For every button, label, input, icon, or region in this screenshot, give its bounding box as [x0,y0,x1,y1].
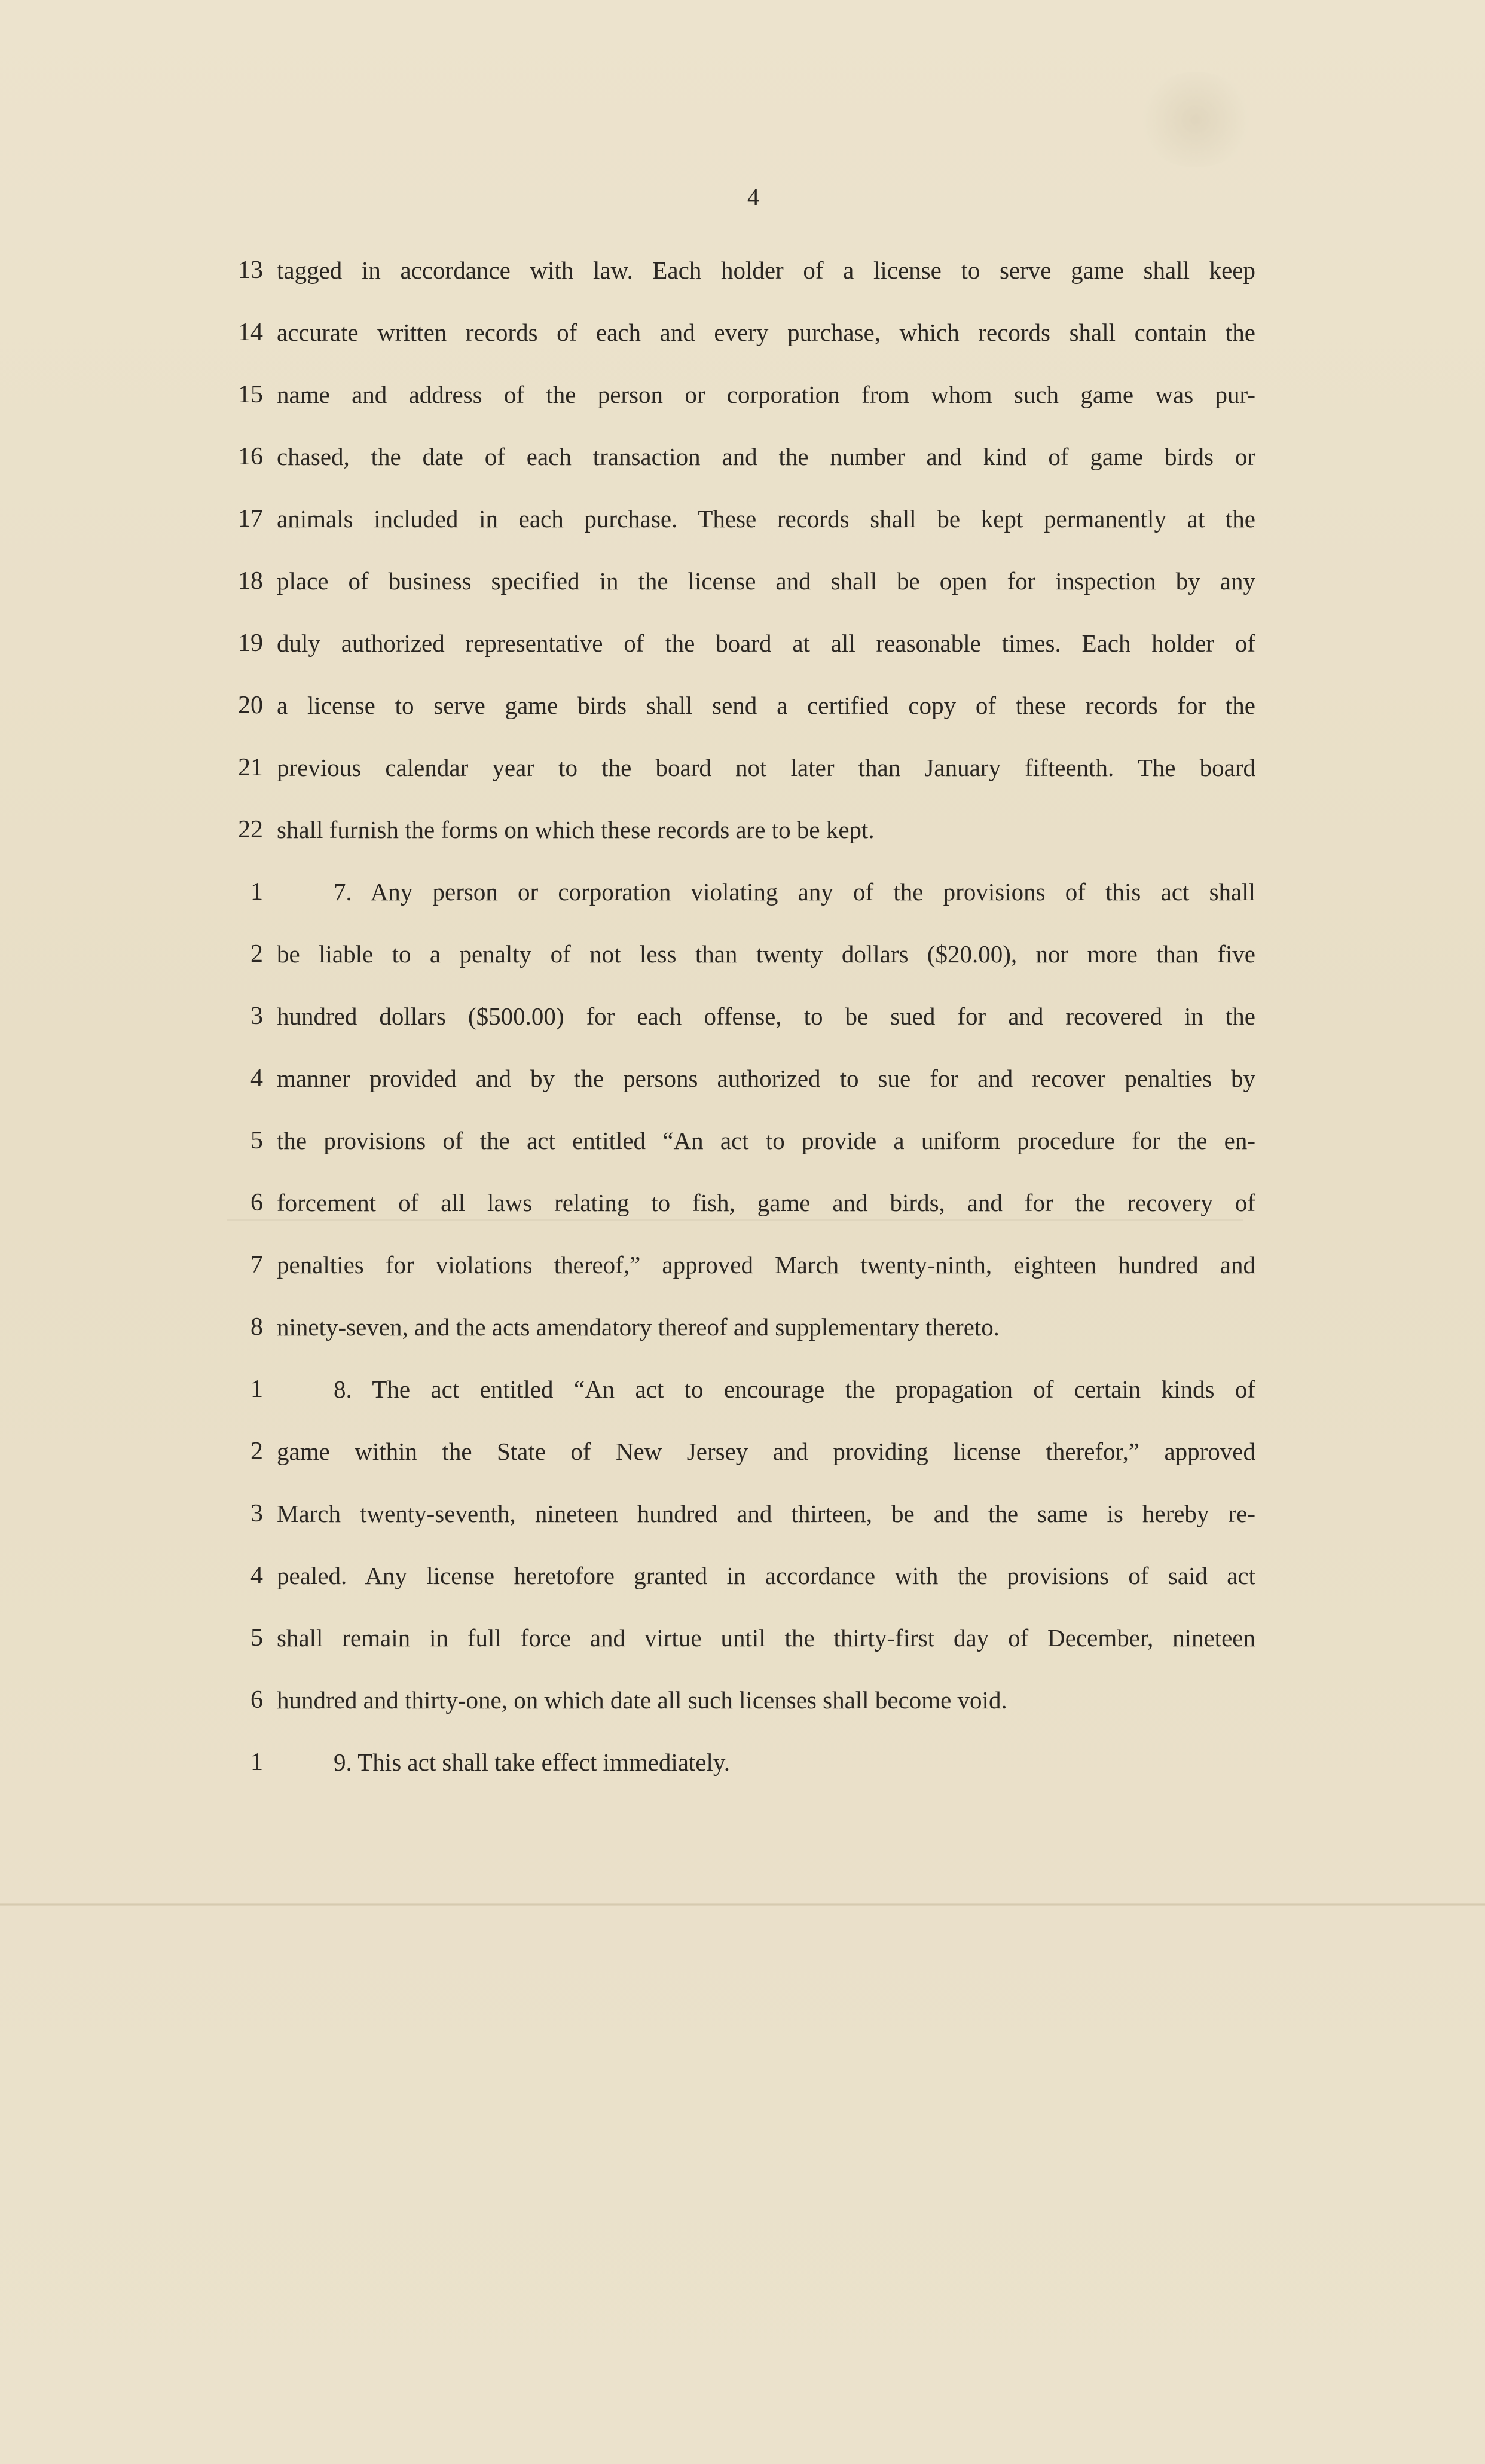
text-line [221,301,1255,363]
text-line [221,1482,1255,1545]
text-line [221,1296,1255,1358]
line-number: 1 [250,1748,263,1776]
line-number: 18 [238,567,263,595]
text-line [221,550,1255,612]
line-text: game within the State of New Jersey and providing license therefor,” approved [277,1438,1255,1465]
line-text: 7. Any person or corporation violating any of the provisions of this act shall [334,878,1255,906]
text-line [221,1545,1255,1607]
text-line [221,1109,1255,1172]
text-line [221,985,1255,1047]
line-text: be liable to a penalty of not less than twenty dollars ($20.00), nor more than five [277,940,1255,968]
line-number: 3 [250,1500,263,1527]
section-8-first-line [221,1358,1255,1420]
line-number: 3 [250,1002,263,1030]
line-text: manner provided and by the persons authorized to sue for and recover penalties by [277,1065,1255,1092]
text-line [221,1420,1255,1482]
section-9-first-line [221,1731,1255,1793]
page-number: 4 [747,184,759,210]
line-text: place of business specified in the license and shall be open for inspection by any [277,567,1255,595]
text-line [221,799,1255,861]
line-text: shall furnish the forms on which these records are to be kept. [277,816,875,843]
paper-smudge [1136,72,1255,167]
line-text: penalties for violations thereof,” approved March twenty-ninth, eighteen hundred and [277,1251,1255,1279]
text-line [221,674,1255,736]
line-number: 5 [250,1624,263,1652]
line-number: 21 [238,754,263,781]
line-text: the provisions of the act entitled “An act to provide a uniform procedure for the en- [277,1127,1255,1154]
line-number: 17 [238,505,263,533]
line-number: 13 [238,256,263,284]
text-line [221,1047,1255,1109]
line-text: 9. This act shall take effect immediately. [334,1748,730,1776]
line-number: 6 [250,1686,263,1714]
line-text: ninety-seven, and the acts amendatory thereof and supplementary thereto. [277,1313,1000,1341]
text-line [221,612,1255,674]
line-text: animals included in each purchase. These records shall be kept permanently at the [277,505,1255,533]
line-number: 1 [250,878,263,906]
line-text: 8. The act entitled “An act to encourage the propagation of certain kinds of [334,1375,1255,1403]
line-text: chased, the date of each transaction and the number and kind of game birds or [277,443,1255,470]
line-text: previous calendar year to the board not later than January fifteenth. The board [277,754,1255,781]
line-number: 22 [238,816,263,843]
line-number: 15 [238,381,263,408]
line-text: pealed. Any license heretofore granted in accordance with the provisions of said act [277,1562,1255,1589]
line-number: 4 [250,1562,263,1589]
line-number: 8 [250,1313,263,1341]
line-text: hundred dollars ($500.00) for each offense, to be sued for and recovered in the [277,1002,1255,1030]
text-line [221,1607,1255,1669]
line-number: 2 [250,1438,263,1465]
line-number: 7 [250,1251,263,1279]
line-number: 4 [250,1065,263,1092]
text-line [221,239,1255,301]
line-text: shall remain in full force and virtue until the thirty-first day of December, nineteen [277,1624,1255,1652]
section-7-first-line [221,861,1255,923]
text-line [221,1234,1255,1296]
text-line [221,488,1255,550]
text-line [221,426,1255,488]
line-number: 19 [238,629,263,657]
statute-text [221,239,1255,1793]
text-line [221,1669,1255,1731]
text-line [221,923,1255,985]
line-number: 5 [250,1127,263,1154]
line-number: 2 [250,940,263,968]
text-line [221,363,1255,426]
line-number: 20 [238,692,263,719]
line-text: forcement of all laws relating to fish, game and birds, and for the recovery of [277,1189,1255,1216]
line-number: 1 [250,1375,263,1403]
line-text: March twenty-seventh, nineteen hundred and thirteen, be and the same is hereby re- [277,1500,1255,1527]
text-line [221,736,1255,799]
line-text: duly authorized representative of the board at all reasonable times. Each holder of [277,629,1255,657]
text-line [221,1172,1255,1234]
line-text: hundred and thirty-one, on which date all such licenses shall become void. [277,1686,1007,1714]
line-text: a license to serve game birds shall send a certified copy of these records for the [277,692,1255,719]
line-text: tagged in accordance with law. Each holder of a license to serve game shall keep [277,256,1255,284]
line-text: accurate written records of each and every purchase, which records shall contain the [277,319,1255,346]
line-text: name and address of the person or corporation from whom such game was pur- [277,381,1255,408]
line-number: 6 [250,1189,263,1216]
paper-fold [0,1903,1485,1906]
line-number: 16 [238,443,263,470]
line-number: 14 [238,319,263,346]
